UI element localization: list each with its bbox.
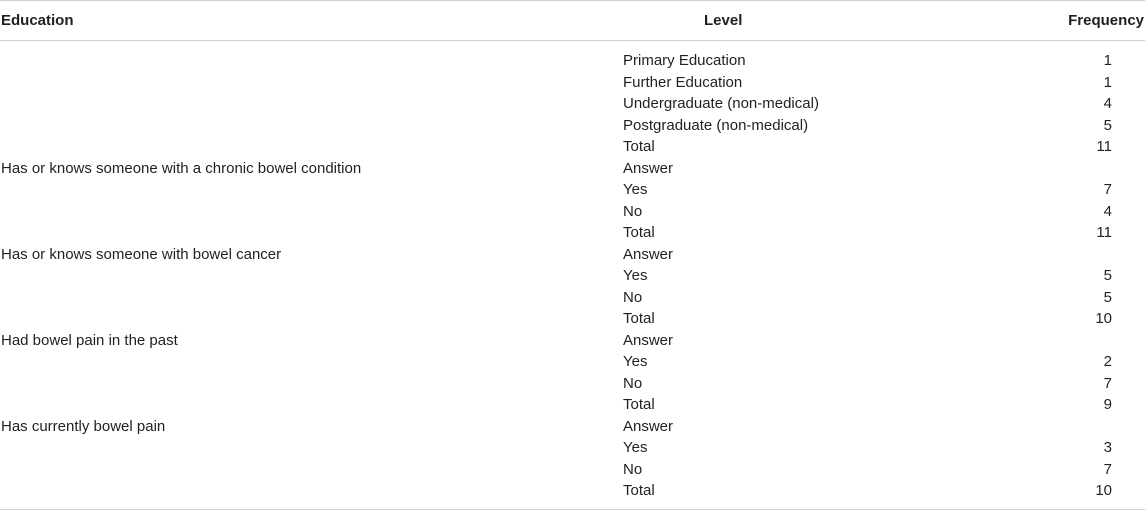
cell-frequency: 4 <box>1103 202 1112 220</box>
cell-level: Total <box>623 224 655 241</box>
cell-education: Had bowel pain in the past <box>1 331 178 349</box>
cell-frequency: 2 <box>1103 353 1112 370</box>
cell-frequency: 7 <box>1103 460 1112 478</box>
cell-frequency: 4 <box>1103 95 1112 112</box>
cell-education <box>0 93 622 115</box>
cell-level: No <box>623 288 643 306</box>
cell-education <box>0 201 622 223</box>
table-row <box>0 93 1145 115</box>
cell-education <box>0 41 622 72</box>
table-row <box>0 136 1145 158</box>
cell-education: Has or knows someone with a chronic bowel condition <box>1 159 362 177</box>
cell-education: Has currently bowel pain <box>1 417 166 435</box>
cell-education <box>0 394 622 416</box>
table-row <box>0 158 1145 180</box>
table-row <box>0 437 1145 459</box>
cell-frequency: 7 <box>1103 374 1112 392</box>
cell-education <box>0 72 622 94</box>
header-level: Level <box>622 1 862 41</box>
cell-level: No <box>623 374 643 392</box>
table-row <box>0 394 1145 416</box>
cell-level: Total <box>623 396 655 413</box>
cell-level: Yes <box>623 181 648 198</box>
cell-level: Total <box>623 138 655 155</box>
cell-frequency <box>862 330 1145 352</box>
cell-level: Answer <box>623 331 674 349</box>
cell-frequency <box>862 244 1145 266</box>
cell-frequency: 5 <box>1103 288 1112 306</box>
cell-education <box>0 308 622 330</box>
table-row <box>0 222 1145 244</box>
table-row <box>0 179 1145 201</box>
table-header <box>0 1 1145 41</box>
cell-frequency <box>862 158 1145 180</box>
cell-frequency: 3 <box>1103 439 1112 456</box>
table-row <box>0 265 1145 287</box>
cell-level: Answer <box>623 245 674 263</box>
cell-level: Yes <box>623 439 648 456</box>
cell-education <box>0 437 622 459</box>
cell-education <box>0 287 622 309</box>
cell-education: Has or knows someone with bowel cancer <box>1 245 282 263</box>
table-row <box>0 41 1145 72</box>
cell-frequency: 5 <box>1103 116 1112 134</box>
cell-level: No <box>623 460 643 478</box>
header-education: Education <box>0 1 622 41</box>
cell-frequency: 11 <box>1096 224 1112 241</box>
table-row <box>0 416 1145 438</box>
cell-level: Postgraduate (non-medical) <box>623 116 809 134</box>
table-row <box>0 480 1145 509</box>
table-row <box>0 201 1145 223</box>
cell-frequency: 10 <box>862 480 1145 509</box>
table-row <box>0 115 1145 137</box>
cell-frequency: 10 <box>1095 310 1112 327</box>
table-row <box>0 244 1145 266</box>
cell-frequency: 1 <box>1103 52 1112 69</box>
cell-frequency: 11 <box>1096 138 1112 155</box>
cell-frequency <box>862 416 1145 438</box>
table-row <box>0 330 1145 352</box>
table-row <box>0 373 1145 395</box>
cell-frequency: 7 <box>1103 181 1112 198</box>
table-row <box>0 287 1145 309</box>
cell-education <box>0 459 622 481</box>
cell-level: Total <box>623 310 655 327</box>
cell-education <box>0 136 622 158</box>
cell-education <box>0 222 622 244</box>
cell-level: Undergraduate (non-medical) <box>623 95 819 112</box>
cell-education <box>0 480 622 509</box>
table-row <box>0 459 1145 481</box>
cell-level: Yes <box>623 267 648 284</box>
cell-level: Yes <box>623 353 648 370</box>
cell-education <box>0 351 622 373</box>
table-row <box>0 72 1145 94</box>
cell-frequency: 5 <box>1103 267 1112 284</box>
table-row <box>0 351 1145 373</box>
cell-education <box>0 179 622 201</box>
header-row <box>0 1 1145 41</box>
table-row <box>0 308 1145 330</box>
cell-frequency: 1 <box>1103 73 1112 91</box>
cell-level: No <box>623 202 643 220</box>
header-frequency: Frequency <box>862 1 1145 41</box>
cell-education <box>0 373 622 395</box>
cell-level: Total <box>622 480 862 509</box>
cell-frequency: 9 <box>1103 396 1112 413</box>
cell-education <box>0 115 622 137</box>
cell-level: Answer <box>623 159 674 177</box>
cell-education <box>0 265 622 287</box>
cell-level: Answer <box>623 417 674 435</box>
table-body <box>0 41 1145 510</box>
cell-level: Primary Education <box>623 52 746 69</box>
cell-level: Further Education <box>623 73 743 91</box>
